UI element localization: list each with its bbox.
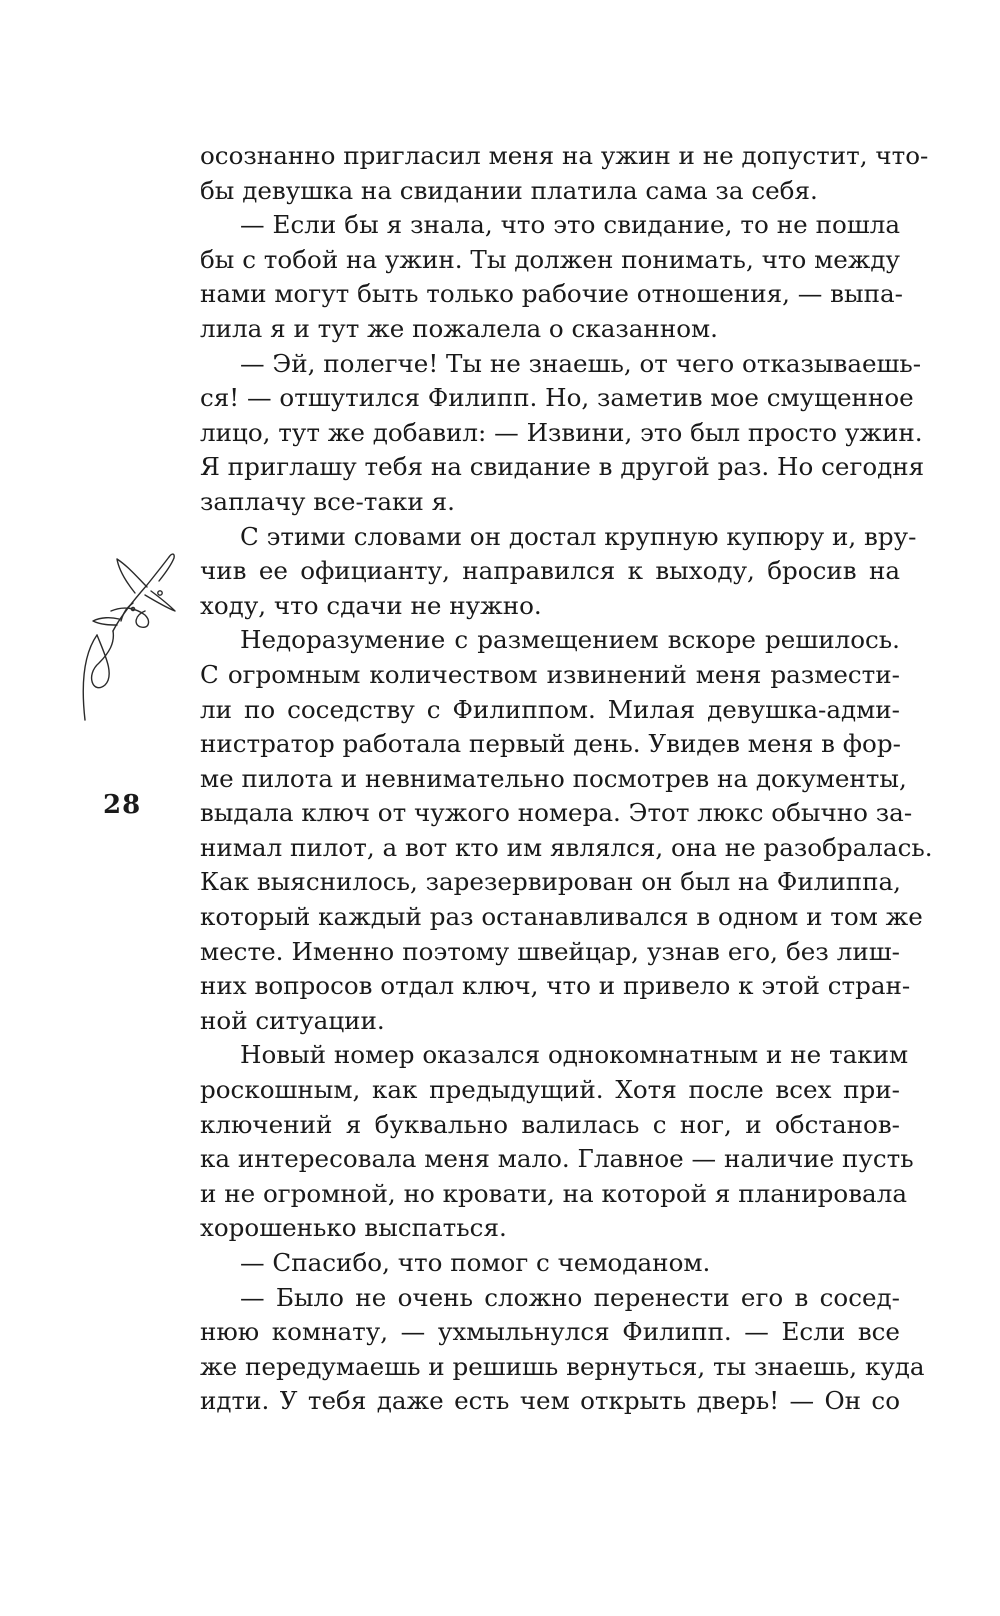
text-line: лила я и тут же пожалела о сказанном. — [200, 313, 718, 343]
text-line: который каждый раз останавливался в одном и том же — [200, 902, 923, 932]
text-line: ной ситуации. — [200, 1005, 385, 1035]
text-line: заплачу все-таки я. — [200, 486, 455, 516]
text-line: бы с тобой на ужин. Ты должен понимать, что между — [200, 244, 900, 274]
text-line: ме пилота и невнимательно посмотрев на документы, — [200, 763, 907, 793]
text-line: ходу, что сдачи не нужно. — [200, 590, 542, 620]
text-line: роскошным, как предыдущий. Хотя после всех при- — [200, 1075, 900, 1105]
page-number: 28 — [103, 790, 142, 820]
text-line: бы девушка на свидании платила сама за себя. — [200, 175, 818, 205]
text-line: — Эй, полегче! Ты не знаешь, от чего отказываешь- — [240, 348, 922, 378]
text-line: Новый номер оказался однокомнатным и не таким — [240, 1040, 909, 1070]
text-line: Недоразумение с размещением вскоре решилось. — [240, 625, 900, 655]
text-line: ли по соседству с Филиппом. Милая девушка-адми- — [200, 694, 900, 724]
text-line: Я приглашу тебя на свидание в другой раз. Но сегодня — [200, 452, 925, 482]
text-line: нюю комнату, — ухмыльнулся Филипп. — Если все — [200, 1317, 900, 1347]
text-line: нимал пилот, а вот кто им являлся, она не разобралась. — [200, 832, 933, 862]
text-line: нистратор работала первый день. Увидев меня в фор- — [200, 729, 901, 759]
text-line: и не огромной, но кровати, на которой я планировала — [200, 1178, 908, 1208]
text-line: Как выяснилось, зарезервирован он был на Филиппа, — [200, 867, 901, 897]
body-text — [200, 139, 933, 1419]
text-line: нами могут быть только рабочие отношения, — выпа- — [200, 279, 903, 309]
text-line: — Было не очень сложно перенести его в сосед- — [240, 1282, 900, 1312]
text-line: хорошенько выспаться. — [200, 1213, 507, 1243]
text-line: ка интересовала меня мало. Главное — наличие пусть — [200, 1144, 914, 1174]
text-line: месте. Именно поэтому швейцар, узнав его, без лиш- — [200, 936, 900, 966]
text-line: — Если бы я знала, что это свидание, то не пошла — [240, 210, 900, 240]
text-line: чив ее официанту, направился к выходу, бросив на — [200, 556, 900, 586]
text-line: же передумаешь и решишь вернуться, ты знаешь, куда — [200, 1351, 925, 1381]
text-line: выдала ключ от чужого номера. Этот люкс обычно за- — [200, 798, 913, 828]
text-line: них вопросов отдал ключ, что и привело к этой стран- — [200, 971, 911, 1001]
text-line: ся! — отшутился Филипп. Но, заметив мое смущенное — [200, 383, 914, 413]
text-line: С огромным количеством извинений меня размести- — [200, 659, 900, 689]
text-line: лицо, тут же добавил: — Извини, это был просто ужин. — [200, 417, 923, 447]
text-line: — Спасибо, что помог с чемоданом. — [240, 1248, 711, 1277]
text-line: осознанно пригласил меня на ужин и не допустит, что- — [200, 141, 929, 170]
text-line: С этими словами он достал крупную купюру и, вру- — [240, 521, 917, 551]
airplane-swirl-icon — [75, 535, 185, 755]
text-line: ключений я буквально валилась с ног, и обстанов- — [200, 1109, 900, 1139]
text-line: идти. У тебя даже есть чем открыть дверь! — Он со — [200, 1386, 900, 1416]
